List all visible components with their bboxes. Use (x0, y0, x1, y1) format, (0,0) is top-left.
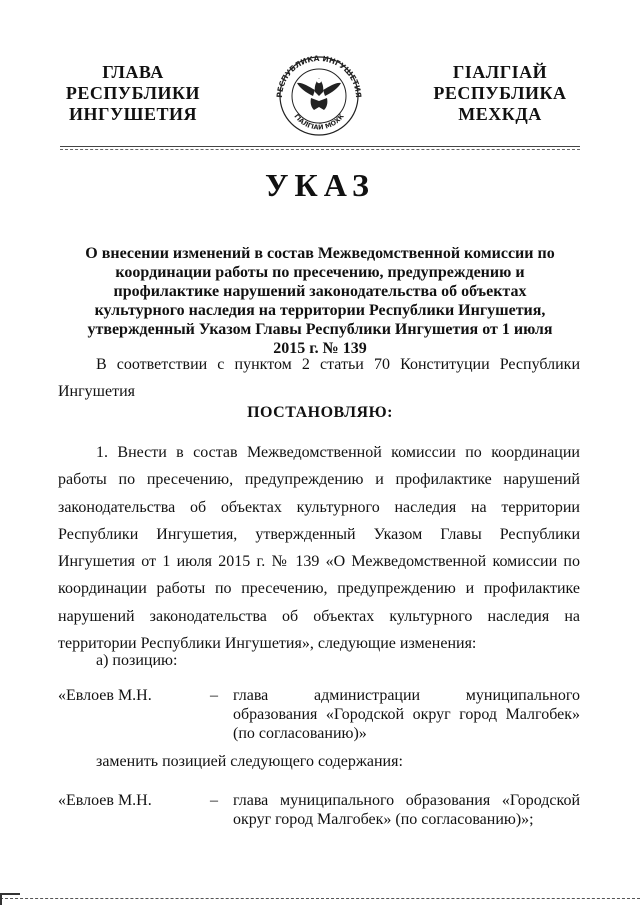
legal-basis-paragraph: В соответствии с пунктом 2 статьи 70 Конституции Республики Ингушетия (58, 356, 580, 400)
header-right-line-3: МЕХКДА (458, 104, 542, 124)
eagle-icon (297, 78, 341, 110)
decree-heading: ПОСТАНОВЛЯЮ: (247, 404, 393, 421)
header-left-line-1: ГЛАВА (102, 62, 164, 82)
old-position-dash: – (210, 687, 218, 704)
header-left-line-3: ИНГУШЕТИЯ (69, 104, 197, 124)
header-left-block (58, 62, 208, 125)
document-title: УКАЗ (265, 167, 375, 203)
document-subject: О внесении изменений в состав Межведомственной комиссии по координации работы по пресечению, предупреждению и профилактике нарушений законодательства об объектах культурного наследия на территории Республики Ингушетия, утвержденный Указом Главы Республики Ингушетия от 1 июля 2015 г. № 139 (85, 245, 555, 357)
item-1-paragraph: 1. Внести в состав Межведомственной комиссии по координации работы по пресечению, предупреждению и профилактике нарушений законодательства об объектах культурного наследия на территории Республики Ингушетия, утвержденный Указом Главы Республики Ингушетия от 1 июля 2015 г. № 139 «О Межведомственной комиссии по координации работы по пресечению, предупреждению и профилактике нарушений законодательства об объектах культурного наследия на территории Республики Ингушетия», следующие изменения: (58, 444, 580, 653)
scan-corner-mark (0, 893, 20, 905)
header-right-block (430, 62, 570, 125)
new-position-description: глава муниципального образования «Городской округ город Малгобек» (по согласованию)»; (233, 792, 580, 828)
emblem-top-text: РЕСПУБЛИКА ИНГУШЕТИЯ (274, 53, 364, 99)
emblem-bottom-text: ГIАЛГIАЙ МОХК (292, 112, 346, 132)
replace-instruction: заменить позицией следующего содержания: (96, 753, 403, 770)
new-position-name: «Евлоев М.Н. (58, 792, 152, 809)
old-position-description: глава администрации муниципального образования «Городской округ город Малгобек» (по согласованию)» (233, 687, 580, 742)
header-divider (60, 146, 580, 147)
new-position-dash: – (210, 792, 218, 809)
header-right-line-2: РЕСПУБЛИКА (433, 83, 567, 103)
header-right-line-1: ГIАЛГIАЙ (452, 62, 548, 82)
scan-bottom-edge (0, 898, 640, 899)
old-position-name: «Евлоев М.Н. (58, 687, 152, 704)
coat-of-arms-emblem (270, 52, 368, 136)
header-divider-secondary (60, 149, 580, 150)
sub-item-a: а) позицию: (96, 652, 178, 669)
svg-text:ГIАЛГIАЙ МОХК (292, 112, 346, 132)
header-left-line-2: РЕСПУБЛИКИ (65, 83, 201, 103)
